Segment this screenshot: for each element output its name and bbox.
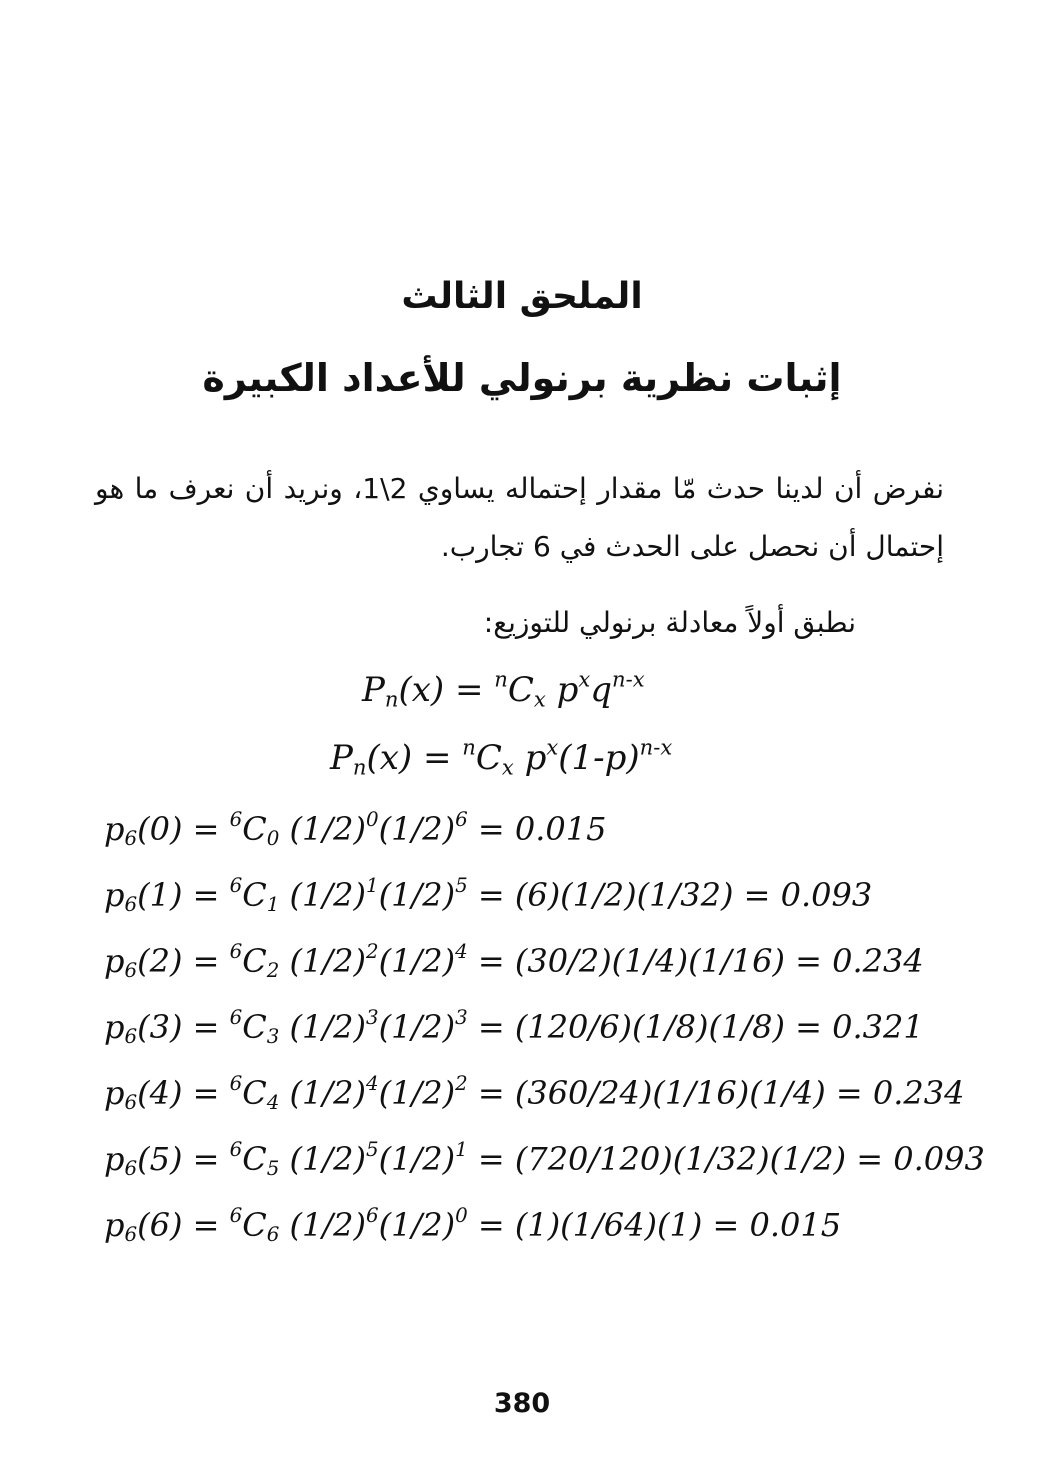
intro-paragraph: نفرض أن لدينا حدث مّا مقدار إحتماله يساوي 2\1، ونريد أن نعرف ما هو إحتمال أن نحصل على الحدث في 6 تجارب.	[95, 472, 944, 563]
probability-row: $p_6(6) = ^6C_6$ $(1/2)^6(1/2)^0 = (1)(1/64)(1) = 0.015$	[104, 1204, 842, 1246]
probability-row: $p_6(3) = ^6C_3$ $(1/2)^3(1/2)^3 = (120/6)(1/8)(1/8) = 0.321$	[104, 1006, 924, 1048]
probability-row: $p_6(0) = ^6C_0$ $(1/2)^0(1/2)^6 = 0.015$	[104, 808, 607, 850]
probability-row: $p_6(1) = ^6C_1$ $(1/2)^1(1/2)^5 = (6)(1/2)(1/32) = 0.093$	[104, 874, 873, 916]
page-number: 380	[493, 1388, 551, 1419]
appendix-title: الملحق الثالث	[401, 276, 643, 317]
proof-title: إثبات نظرية برنولي للأعداد الكبيرة	[202, 356, 842, 400]
probability-row: $p_6(2) = ^6C_2$ $(1/2)^2(1/2)^4 = (30/2)(1/4)(1/16) = 0.234$	[104, 940, 924, 982]
bernoulli-formula-general: $P_n(x) = ^nC_x$ $p^xq^{n-x}$	[362, 666, 645, 712]
bernoulli-formula-expanded: $P_n(x) = ^nC_x$ $p^x(1-p)^{n-x}$	[330, 734, 673, 780]
probability-row: $p_6(5) = ^6C_5$ $(1/2)^5(1/2)^1 = (720/120)(1/32)(1/2) = 0.093$	[104, 1138, 985, 1180]
formula-intro-line: نطبق أولاً معادلة برنولي للتوزيع:	[483, 606, 856, 639]
probability-row: $p_6(4) = ^6C_4$ $(1/2)^4(1/2)^2 = (360/24)(1/16)(1/4) = 0.234$	[104, 1072, 965, 1114]
